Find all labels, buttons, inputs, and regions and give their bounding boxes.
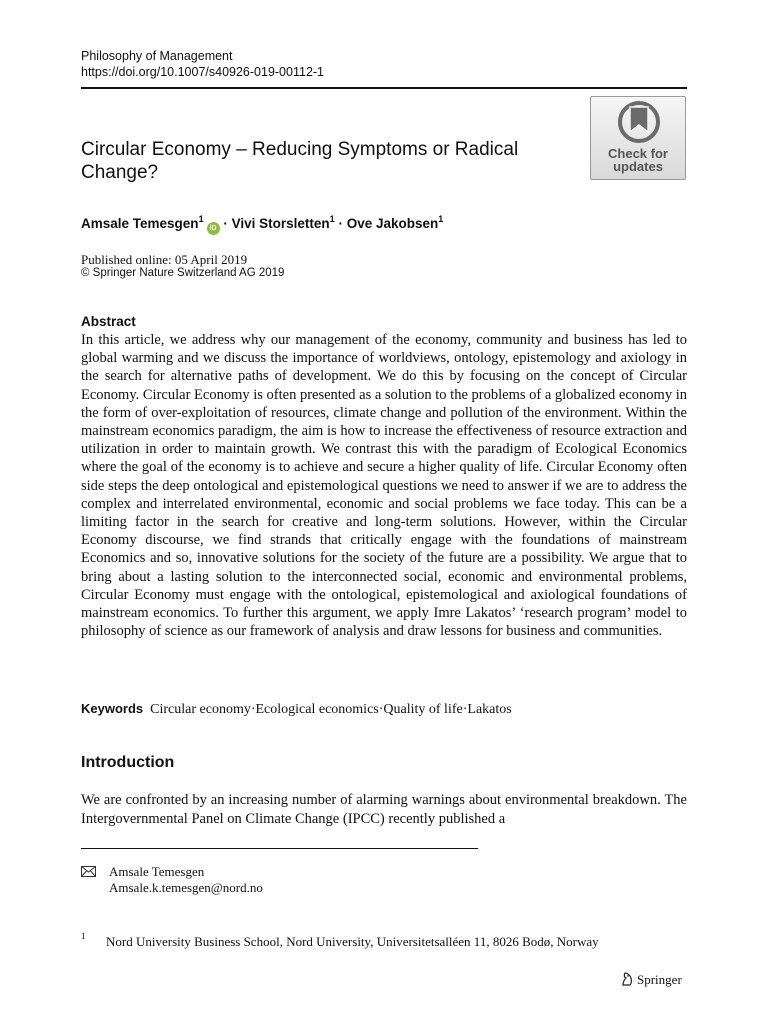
header-rule: [81, 87, 687, 89]
keywords: [81, 700, 512, 719]
abstract-text: In this article, we address why our management of the economy, community and business has led to global warming and we discuss the importance of worldviews, ontology, epistemology and axiology in the search for alternative paths of development. We do this by focusing on the concept of Circular Economy. Circular Economy is often presented as a solution to the problems of a globalized economy in the form of over-exploitation of resources, climate change and pollution of the environment. Within the mainstream economics paradigm, the aim is how to increase the effectiveness of resource extraction and utilization in order to maintain growth. We contrast this with the paradigm of Ecological Economics where the goal of the economy is to achieve and secure a higher quality of life. Circular Economy often side steps the deep ontological and epistemological questions we need to answer if we are to address the complex and interrelated environmental, economic and social problems we face today. This can be a limiting factor in the search for creative and long-term solutions. However, within the Circular Economy discourse, we find strands that critically engage with the foundations of mainstream Economics and so, innovative solutions for the society of the future are a possibility. We argue that to bring about a lasting solution to the interconnected social, economic and environmental problems, Circular Economy must engage with the ontological, epistemological and axiological foundations of mainstream economics. To further this argument, we apply Imre Lakatos’ ‘research program’ model to philosophy of science as our framework of analysis and draw lessons for business and communities.: [81, 332, 687, 640]
copyright-notice: © Springer Nature Switzerland AG 2019: [81, 267, 285, 279]
doi-link[interactable]: https://doi.org/10.1007/s40926-019-00112-1: [81, 65, 325, 79]
keyword-item: Quality of life: [383, 702, 463, 717]
badge-label: [591, 147, 685, 173]
keyword-separator: ·: [378, 702, 384, 717]
keyword-item: Circular economy: [150, 702, 251, 717]
publisher-logo: [620, 972, 682, 988]
keywords-label: Keywords: [81, 701, 144, 716]
springer-horse-icon: [620, 972, 634, 986]
corresponding-author-email[interactable]: Amsale.k.temesgen@nord.no: [109, 880, 263, 895]
keyword-item: Lakatos: [467, 702, 512, 717]
publisher-name: Springer: [637, 972, 682, 987]
journal-name: Philosophy of Management: [81, 49, 233, 63]
affiliation-number: 1: [81, 931, 86, 941]
bookmark-circle-icon: [615, 101, 663, 143]
introduction-text: We are confronted by an increasing number of alarming warnings about environmental breakdown. The Intergovernmental Panel on Climate Change (IPCC) recently published a: [81, 792, 687, 827]
abstract-heading: Abstract: [81, 314, 136, 329]
affiliation-marker: 1: [329, 214, 335, 224]
affiliation-text: Nord University Business School, Nord University, Universitetsalléen 11, 8026 Bodø, Norway: [106, 934, 599, 949]
author-separator: ·: [223, 216, 228, 231]
badge-line-1: Check for: [608, 146, 668, 161]
keyword-separator: ·: [250, 702, 256, 717]
introduction-heading: Introduction: [81, 754, 175, 771]
author-list: [81, 210, 443, 235]
orcid-icon[interactable]: iD: [207, 222, 220, 235]
author-name[interactable]: Amsale Temesgen: [81, 216, 199, 231]
author-separator: ·: [338, 216, 343, 231]
envelope-icon: [81, 866, 96, 877]
footnote-rule: [81, 848, 478, 849]
article-title: Circular Economy – Reducing Symptoms or Radical Change?: [81, 139, 519, 183]
affiliation-marker: 1: [198, 214, 204, 224]
keyword-item: Ecological economics: [255, 702, 379, 717]
corresponding-author-name: Amsale Temesgen: [109, 864, 205, 879]
published-date: Published online: 05 April 2019: [81, 252, 248, 267]
check-for-updates-badge[interactable]: [590, 96, 686, 180]
keyword-separator: ·: [462, 702, 468, 717]
author-name[interactable]: Ove Jakobsen: [346, 216, 439, 231]
author-name[interactable]: Vivi Storsletten: [231, 216, 330, 231]
badge-line-2: updates: [613, 159, 663, 174]
affiliation-marker: 1: [438, 214, 444, 224]
